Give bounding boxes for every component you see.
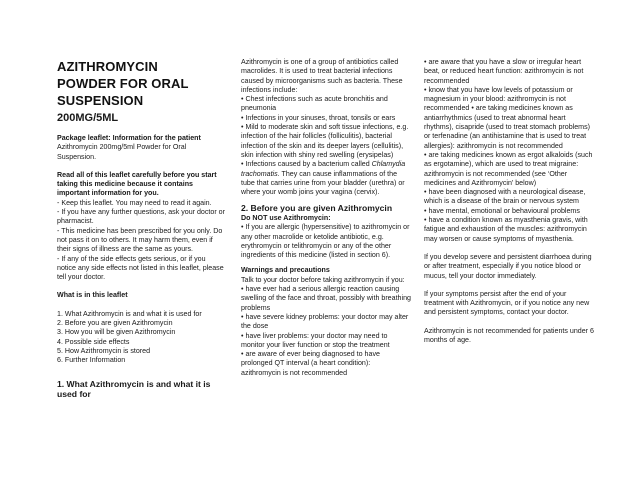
leaflet-bullet: - If any of the side effects gets serious, or if you notice any side effects not listed in this leaflet, please tell your doctor. <box>57 254 224 282</box>
section-2-heading: 2. Before you are given Azithromycin <box>241 203 393 214</box>
strength-subtitle: 200MG/5ML <box>57 112 119 124</box>
contents-item: 4. Possible side effects <box>57 337 130 346</box>
column-1 <box>57 58 225 400</box>
warnings-intro: Talk to your doctor before taking azithromycin if you: <box>241 275 405 284</box>
age-paragraph: Azithromycin is not recommended for patients under 6 months of age. <box>424 326 594 345</box>
title-line: SUSPENSION <box>57 93 144 108</box>
chlamydia-pre: • Infections caused by a bacterium called <box>241 160 372 169</box>
package-leaflet-label: Package leaflet: Information for the patient <box>57 134 201 142</box>
contents-item: 2. Before you are given Azithromycin <box>57 319 173 328</box>
column-3 <box>424 58 596 345</box>
infection-item-chlamydia <box>241 160 411 197</box>
read-all-notice: Read all of this leaflet carefully before you start taking this medicine because it contains important information for you. <box>57 170 217 198</box>
document-title <box>57 58 225 109</box>
leaflet-bullet: - If you have any further questions, ask your doctor or pharmacist. <box>57 208 225 226</box>
contents-item: 5. How Azithromycin is stored <box>57 346 151 355</box>
warning-item: • have mental, emotional or behavioural problems <box>424 206 580 215</box>
do-not-use-text: • If you are allergic (hypersensitive) to azithromycin or any other macrolide or ketolide antibiotic, e.g. erythromycin or telithromycin or any of the other ingredients of this medicine (listed in section 6). <box>241 223 410 260</box>
warning-item: • have severe kidney problems: your doctor may alter the dose <box>241 312 409 331</box>
infection-item: • Mild to moderate skin and soft tissue infections, e.g. infection of the hair follicles (folliculitis), bacterial infection of the skin and its deeper layers (cellulitis), skin infection with shiny red swelling (erysipelas) <box>241 123 409 159</box>
warning-item: • have been diagnosed with a neurological disease, which is a disease of the brain or nervous system <box>424 188 586 206</box>
package-product: Azithromycin 200mg/5ml Powder for Oral Suspension. <box>57 143 187 161</box>
section-1-heading: 1. What Azithromycin is and what it is used for <box>57 378 211 400</box>
warning-item: • are aware of ever being diagnosed to have prolonged QT interval (a heart condition): azithromycin is not recommended <box>241 350 380 377</box>
warnings-heading: Warnings and precautions <box>241 266 330 275</box>
intro-paragraph: Azithromycin is one of a group of antibiotics called macrolides. It is used to treat bacterial infections caused by microorganisms such as bacteria. These infections include: <box>241 58 403 94</box>
chlamydia-name: Chlamydia trachomatis <box>241 160 406 178</box>
diarrhoea-paragraph: If you develop severe and persistent diarrhoea during or after treatment, especially if you notice blood or mucus, tell your doctor immediately. <box>424 252 592 280</box>
contents-heading: What is in this leaflet <box>57 291 128 300</box>
chlamydia-post: . They can cause inflammations of the tube that carries urine from your bladder (urethra) or where your womb joins your vagina (cervix). <box>241 169 405 197</box>
warning-item: • know that you have low levels of potassium or magnesium in your blood: azithromycin is not recommended • are taking medicines known as antiarrhythmics (used to treat abnormal heart rhythms), cisapride (used to treat stomach problems) or terfenadine (an antihistamine that is used to treat allergies): azithromycin is not recommended <box>424 85 590 150</box>
column-2 <box>241 58 411 378</box>
contents-item: 6. Further Information <box>57 356 126 365</box>
infection-item: • Infections in your sinuses, throat, tonsils or ears <box>241 113 396 122</box>
warning-item: • have ever had a serious allergic reaction causing swelling of the face and throat, possibly with breathing problems <box>241 285 411 312</box>
contents-item: 1. What Azithromycin is and what it is used for <box>57 309 202 318</box>
leaflet-bullet: - Keep this leaflet. You may need to read it again. <box>57 198 212 207</box>
contents-item: 3. How you will be given Azithromycin <box>57 328 176 337</box>
persist-paragraph: If your symptoms persist after the end of your treatment with Azithromycin, or if you notice any new and persistent symptoms, contact your doctor. <box>424 289 590 317</box>
warning-item: • have a condition known as myasthenia gravis, with fatigue and exhaustion of the muscles: azithromycin may worsen or cause symptoms of myasthenia. <box>424 216 588 243</box>
warning-item: • are aware that you have a slow or irregular heart beat, or reduced heart function: azithromycin is not recommended <box>424 58 584 85</box>
leaflet-bullet: - This medicine has been prescribed for you only. Do not pass it on to others. It may harm them, even if their signs of illness are the same as yours. <box>57 226 223 254</box>
do-not-use-heading: Do NOT use Azithromycin: <box>241 213 331 222</box>
title-line: POWDER FOR ORAL <box>57 76 189 91</box>
warning-item: • have liver problems: your doctor may need to monitor your liver function or stop the treatment <box>241 331 390 349</box>
warning-item: • are taking medicines known as ergot alkaloids (such as ergotamine), which are used to treat migraine: azithromycin is not recommended (see ‘Other medicines and Azithromycin’ below) <box>424 150 593 187</box>
title-line: AZITHROMYCIN <box>57 59 158 74</box>
infection-item: • Chest infections such as acute bronchitis and pneumonia <box>241 95 388 113</box>
